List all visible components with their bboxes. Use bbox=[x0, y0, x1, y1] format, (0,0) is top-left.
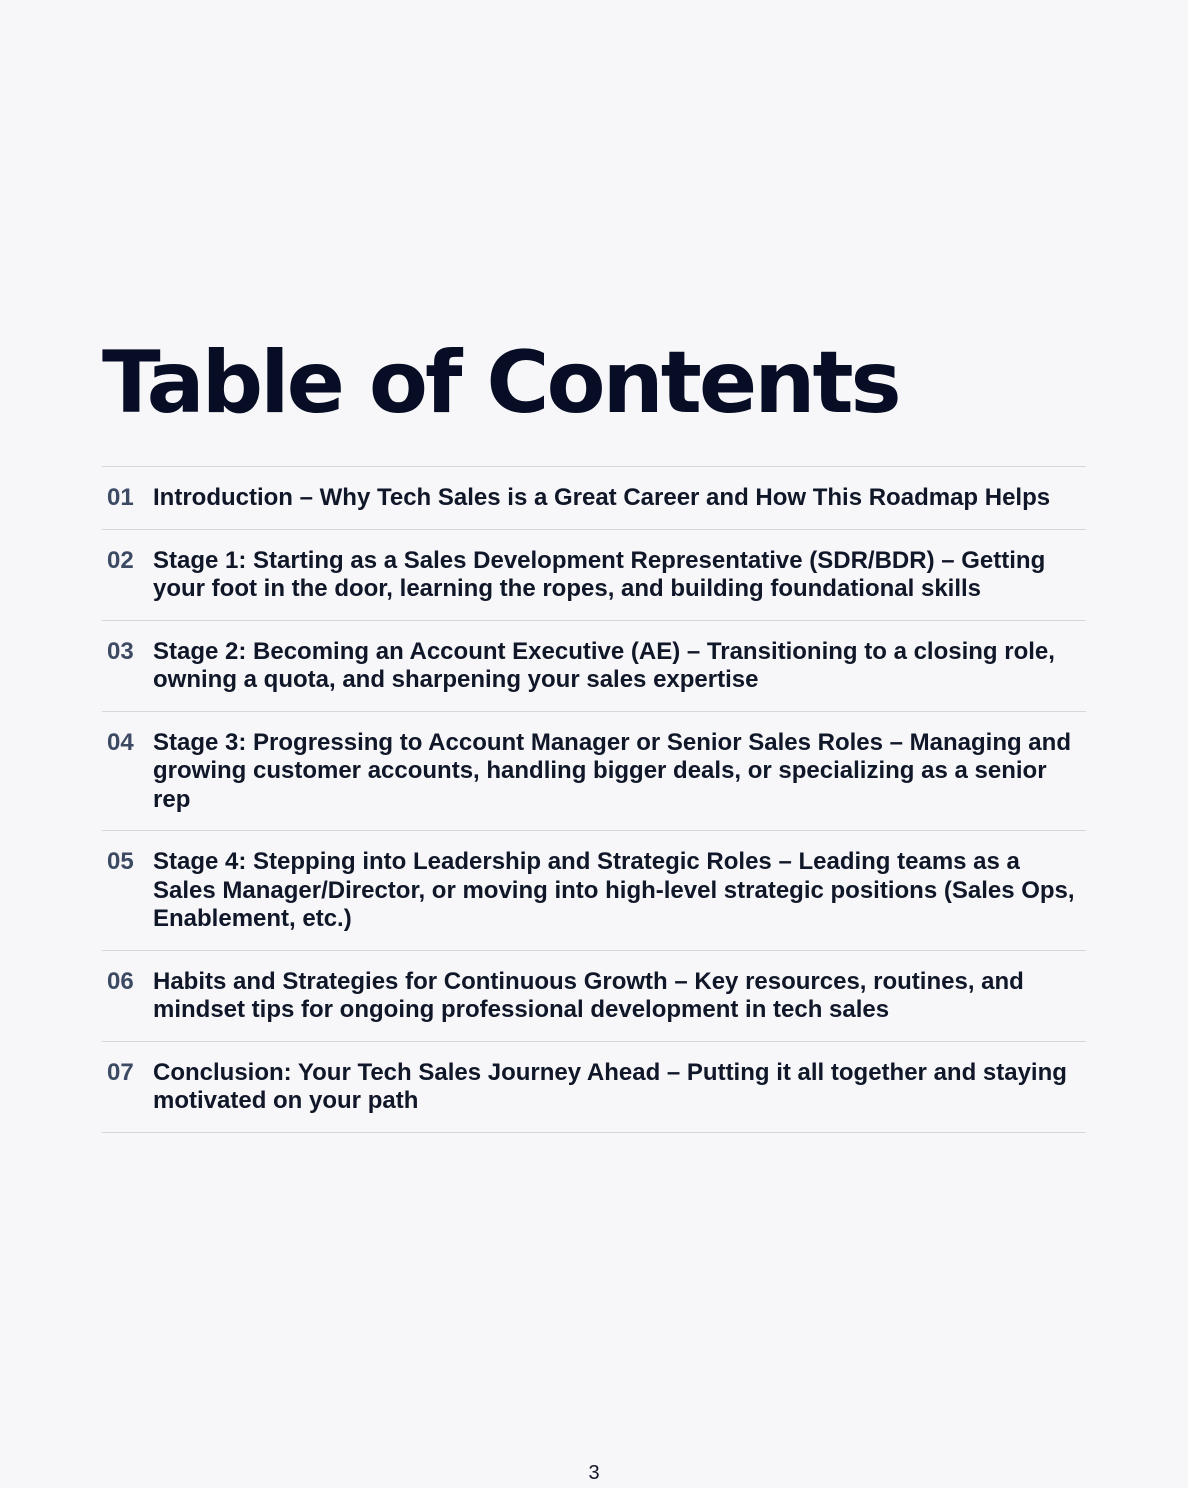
toc-list bbox=[102, 466, 1086, 1133]
toc-entry bbox=[102, 530, 1086, 621]
toc-entry bbox=[102, 831, 1086, 951]
toc-entry-text: Introduction – Why Tech Sales is a Great Career and How This Roadmap Helps bbox=[153, 484, 1051, 511]
toc-entry-text: Stage 1: Starting as a Sales Development Representative (SDR/BDR) – Getting your foot in the door, learning the ropes, and building foundational skills bbox=[153, 546, 1046, 602]
toc-entry-number: 01 bbox=[107, 484, 134, 511]
page-title: Table of Contents bbox=[102, 333, 899, 433]
toc-entry-text: Stage 3: Progressing to Account Manager or Senior Sales Roles – Managing and growing customer accounts, handling bigger deals, or specializing as a senior rep bbox=[153, 728, 1071, 813]
page-number: 3 bbox=[588, 1462, 600, 1484]
toc-entry-number: 04 bbox=[107, 728, 134, 756]
toc-entry bbox=[102, 621, 1086, 712]
toc-entry-number: 03 bbox=[107, 637, 134, 665]
toc-entry-number: 05 bbox=[107, 848, 134, 875]
toc-entry-text: Conclusion: Your Tech Sales Journey Ahead – Putting it all together and staying motivated on your path bbox=[153, 1058, 1067, 1114]
toc-entry bbox=[102, 467, 1086, 530]
toc-entry bbox=[102, 1042, 1086, 1133]
toc-entry-number: 07 bbox=[107, 1058, 134, 1086]
toc-entry-number: 02 bbox=[107, 546, 134, 574]
toc-entry-text: Stage 2: Becoming an Account Executive (AE) – Transitioning to a closing role, owning a quota, and sharpening your sales expertise bbox=[153, 637, 1055, 693]
toc-entry bbox=[102, 712, 1086, 832]
toc-entry-text: Stage 4: Stepping into Leadership and Strategic Roles – Leading teams as a Sales Manager/Director, or moving into high-level strategic positions (Sales Ops, Enablement, etc.) bbox=[153, 848, 1075, 932]
toc-entry bbox=[102, 951, 1086, 1042]
toc-entry-number: 06 bbox=[107, 967, 134, 995]
toc-entry-text: Habits and Strategies for Continuous Growth – Key resources, routines, and mindset tips for ongoing professional development in tech sales bbox=[153, 967, 1024, 1023]
